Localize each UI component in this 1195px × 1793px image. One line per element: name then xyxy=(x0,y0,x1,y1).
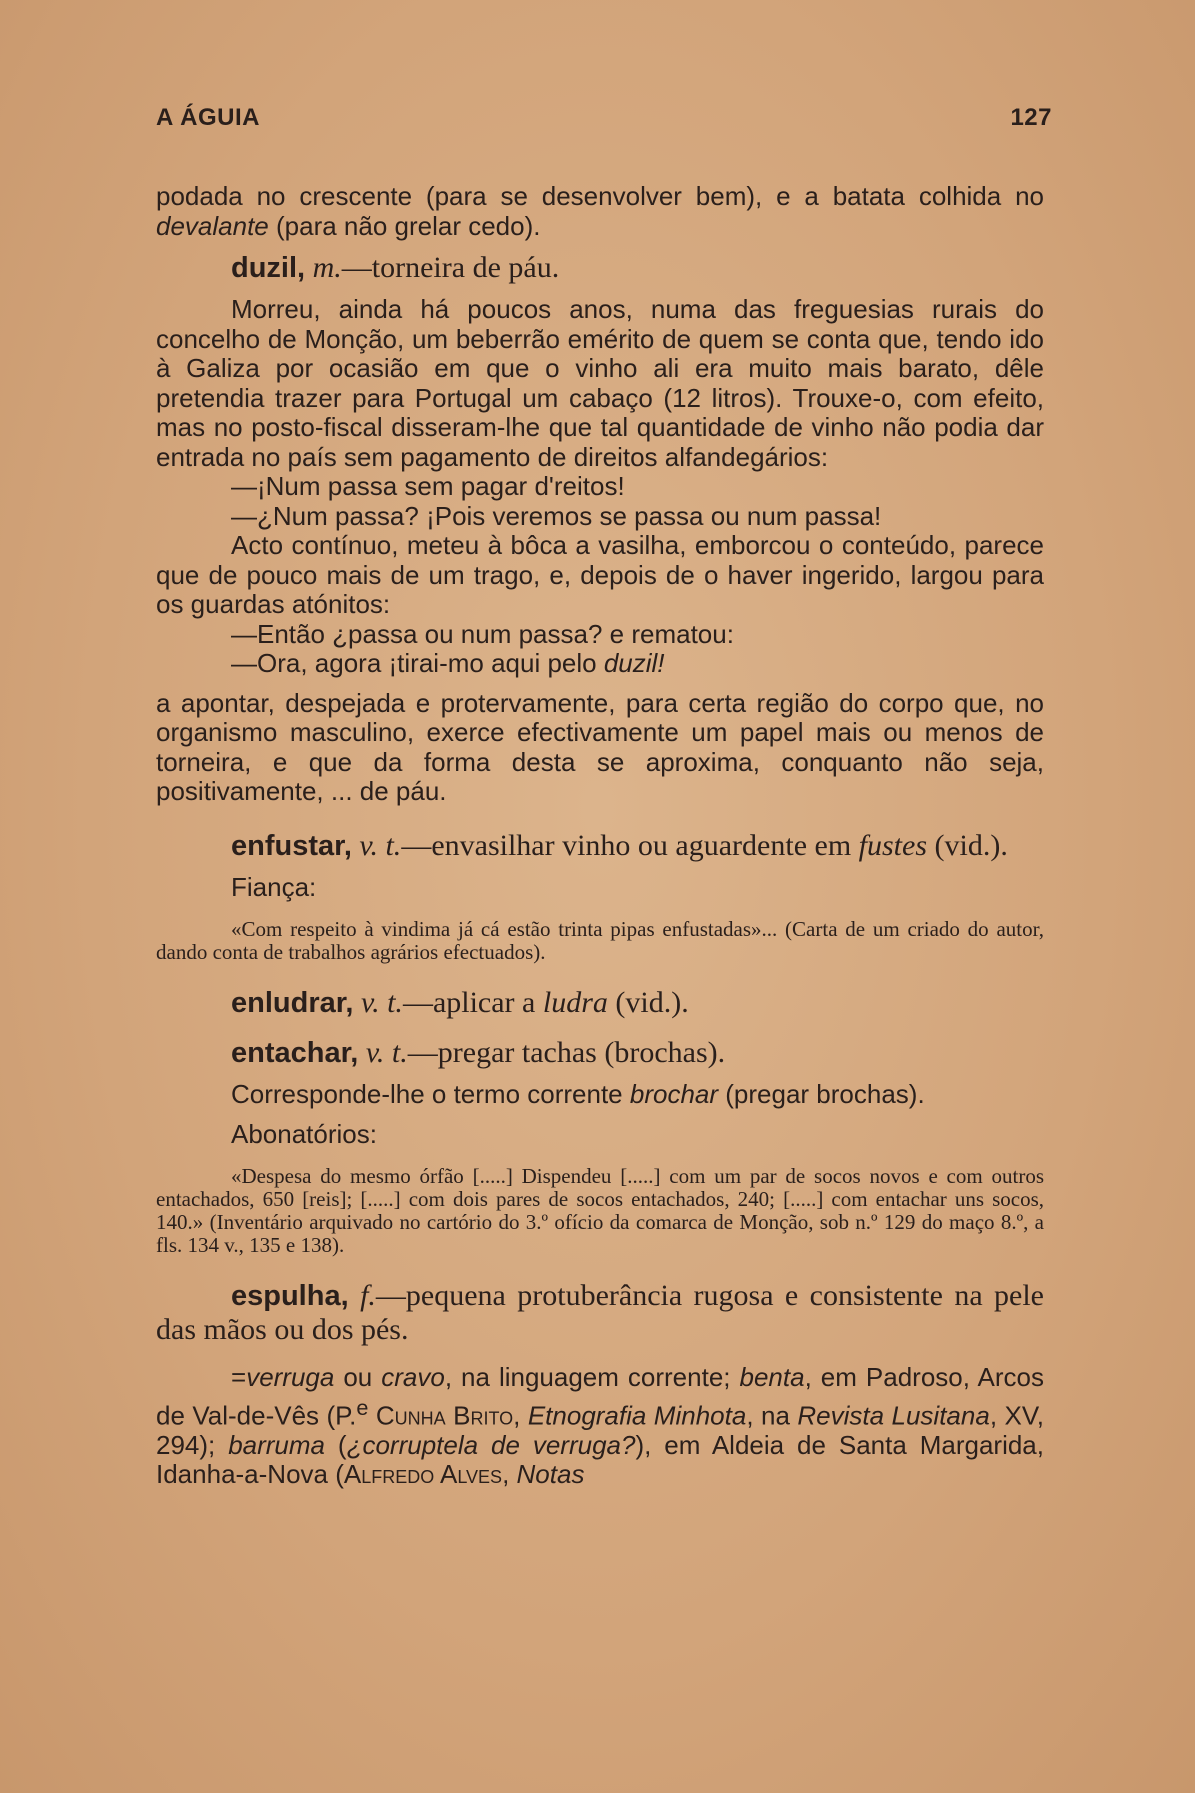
headword: entachar, xyxy=(231,1037,359,1069)
quotation: «Com respeito à vindima já cá estão trinta pipas enfustadas»... (Carta de um criado do autor, dando conta de trabalhos agrários efectuados). xyxy=(156,917,1044,964)
intro-paragraph: podada no crescente (para se desenvolver bem), e a batata colhida no devalante (para não grelar cedo). xyxy=(156,181,1044,241)
headword: enfustar, xyxy=(231,829,352,862)
headword: enludrar, xyxy=(231,987,354,1019)
page-number: 127 xyxy=(1010,104,1052,131)
headword: duzil, xyxy=(231,252,306,284)
dialogue-line-4: —Ora, agora ¡tirai-mo aqui pelo duzil! xyxy=(231,648,665,678)
dialogue-line-2: —¿Num passa? ¡Pois veremos se passa ou num passa! xyxy=(231,500,882,531)
espulha-synonyms: =verruga ou cravo, na linguagem corrente; benta, em Padroso, Arcos de Val-de-Vês (P.$^e$ Cunha Brito, Etnografia Minhota, na Revista Lusitana, XV, 294); barruma (¿corruptela de verruga?), em Aldeia de Santa Margarida, Idanha-a-Nova (Alfredo Alves, Notas xyxy=(156,1362,1045,1490)
story-paragraph-1: Morreu, ainda há poucos anos, numa das freguesias rurais do concelho de Monção, um beberrão emérito de quem se conta que, tendo ido à Galiza por ocasião em que o vinho ali era muito mais barato, dêle pretendia trazer para Portugal um cabaço (12 litros). Trouxe-o, com efeito, mas no posto-fiscal disseram-lhe que tal quantidade de vinho não podia dar entrada no país sem pagamento de direitos alfandegários: xyxy=(156,294,1044,472)
source-label: Fiança: xyxy=(231,871,317,902)
entry-enfustar: enfustar, v. t.—envasilhar vinho ou aguardente em fustes (vid.). xyxy=(231,828,1008,862)
quotation: «Despesa do mesmo órfão [.....] Dispendeu [.....] com um par de socos novos e com outros entachados, 650 [reis]; [.....] com dois pares de socos entachados, 240; [.....] com entachar uns socos, 140.» (Inventário arquivado no cartório do 3.º ofício da comarca de Monção, sob n.º 129 do maço 8.º, a fls. 134 v., 135 e 138). xyxy=(156,1164,1044,1257)
dialogue-line-1: —¡Num passa sem pagar d'reitos! xyxy=(231,471,625,501)
journal-title: A ÁGUIA xyxy=(156,104,260,131)
entry-enludrar: enludrar, v. t.—aplicar a ludra (vid.). xyxy=(231,986,689,1019)
source-label: Abonatórios: xyxy=(231,1118,377,1149)
running-header xyxy=(156,100,1052,136)
story-paragraph-3: a apontar, despejada e protervamente, para certa região do corpo que, no organismo masculino, exerce efectivamente um papel mais ou menos de torneira, e que da forma desta se aproxima, conquanto não seja, positivamente, ... de páu. xyxy=(156,687,1044,806)
entry-espulha: espulha, f.—pequena protuberância rugosa e consistente na pele das mãos ou dos pés. xyxy=(156,1279,1044,1346)
entry-entachar: entachar, v. t.—pregar tachas (brochas). xyxy=(231,1036,726,1069)
page-body xyxy=(156,182,1044,1490)
entry-note: Corresponde-lhe o termo corrente brochar (pregar brochas). xyxy=(231,1079,925,1109)
headword: espulha, xyxy=(231,1280,349,1312)
story-paragraph-2: Acto contínuo, meteu à bôca a vasilha, emborcou o conteúdo, parece que de pouco mais de um trago, e, depois de o haver ingerido, largou para os guardas atónitos: xyxy=(156,530,1044,619)
dialogue-line-3: —Então ¿passa ou num passa? e rematou: xyxy=(231,618,734,649)
entry-duzil: duzil, m.—torneira de páu. xyxy=(231,251,560,284)
